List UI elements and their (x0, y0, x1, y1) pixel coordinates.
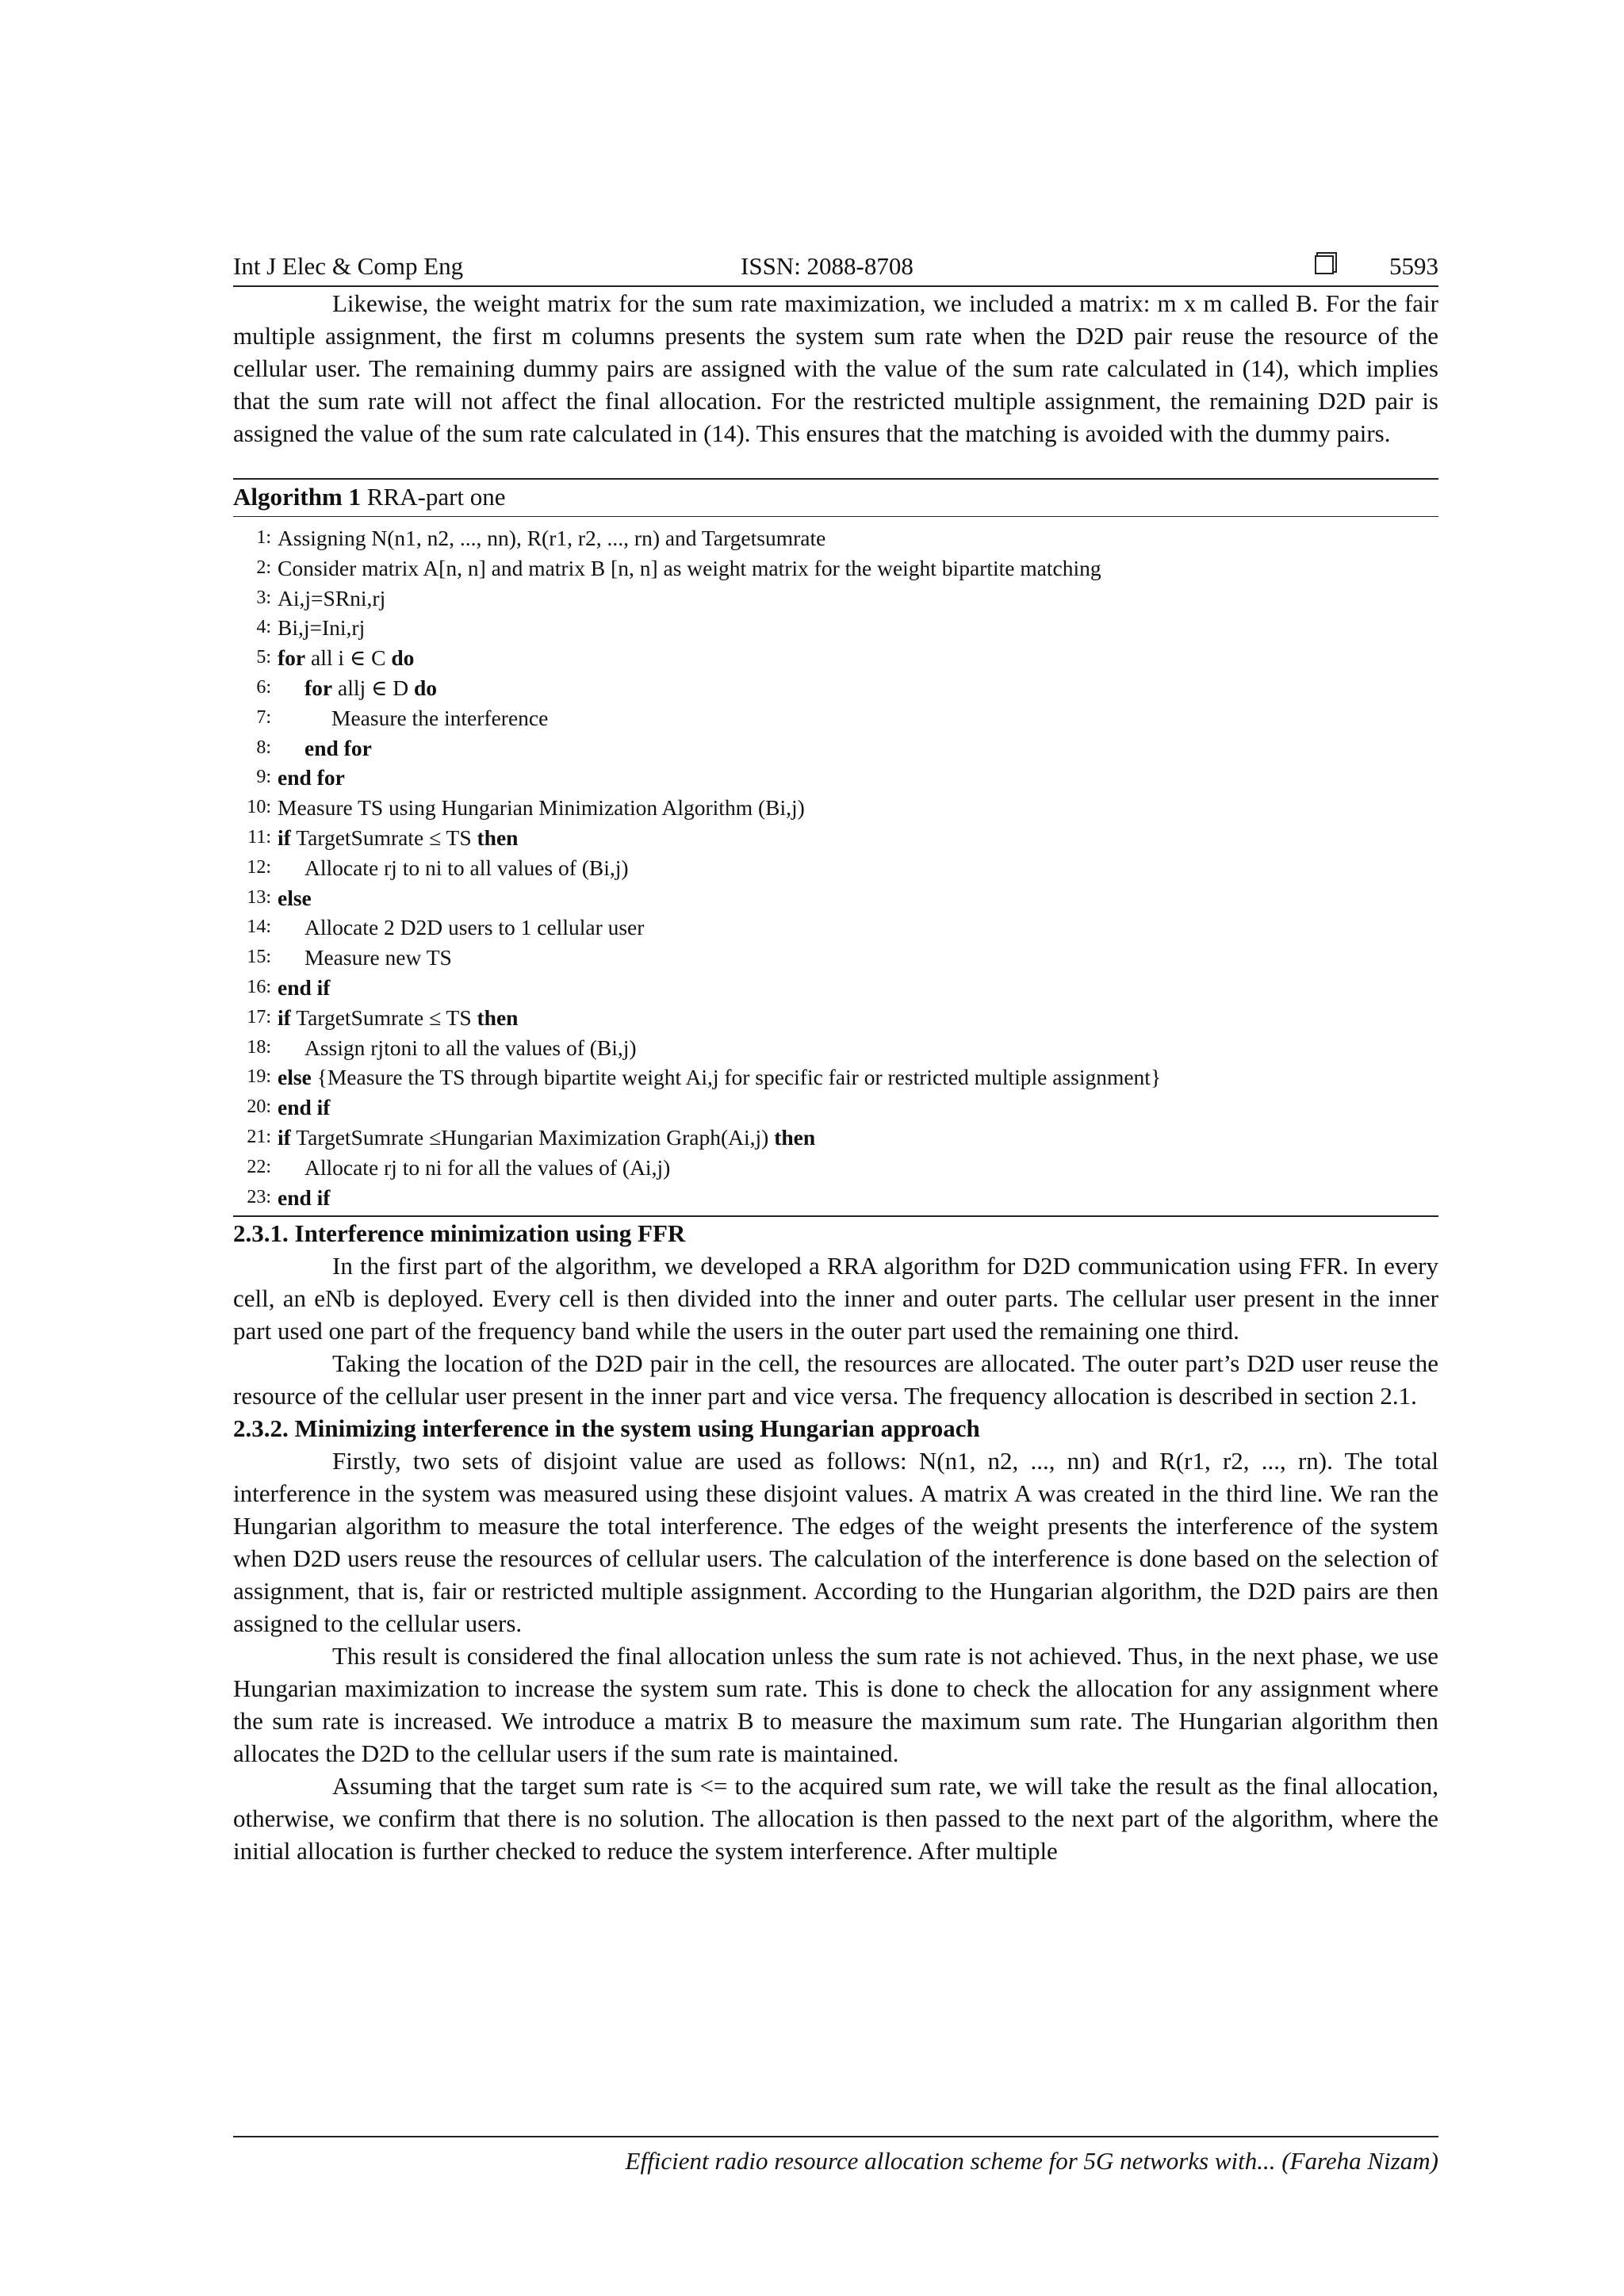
line-number: 14: (247, 916, 271, 938)
line-text: Ai,j=SRni,rj (278, 585, 386, 610)
running-footer: Efficient radio resource allocation scheme for 5G networks with... (Fareha Nizam) (233, 2136, 1438, 2175)
algorithm-title (233, 480, 1438, 517)
intro-paragraph: Likewise, the weight matrix for the sum rate maximization, we included a matrix: m x m called B. For the fair multiple assignment, the first m columns presents the system sum rate when the D2D pair reuse the resource of the cellular user. The remaining dummy pairs are assigned with the value of the sum rate calculated in (14), which implies that the sum rate will not affect the final allocation. For the restricted multiple assignment, the remaining D2D pair is assigned the value of the sum rate calculated in (14). This ensures that the matching is avoided with the dummy pairs. (233, 289, 1438, 447)
algorithm-box (233, 478, 1438, 1217)
line-number: 20: (247, 1096, 271, 1118)
line-text: TargetSumrate ≤ TS (296, 1004, 472, 1030)
keyword: then (774, 1124, 816, 1150)
line-text: all i ∈ C (311, 645, 386, 671)
algorithm-line (233, 703, 1438, 733)
algorithm-line (233, 673, 1438, 703)
line-number: 6: (256, 676, 271, 698)
algorithm-name: RRA-part one (366, 483, 506, 511)
algorithm-line (233, 733, 1438, 763)
line-number: 21: (247, 1126, 271, 1147)
algorithm-lines (233, 517, 1438, 1215)
section-232-paragraph: Firstly, two sets of disjoint value are used as follows: N(n1, n2, ..., nn) and R(r1, r2, ..., rn). The total interference in the system was measured using these disjoint values. A matrix A was created in the third line. We ran the Hungarian algorithm to measure the total interference. The edges of the weight presents the interference of the system when D2D users reuse the resources of cellular users. The calculation of the interference is done based on the selection of assignment, that is, fair or restricted multiple assignment. According to the Hungarian algorithm, the D2D pairs are then assigned to the cellular users. (233, 1447, 1438, 1638)
journal-name: Int J Elec & Comp Eng (233, 252, 464, 280)
section-231-paragraph: In the first part of the algorithm, we developed a RRA algorithm for D2D communication using FFR. In every cell, an eNb is deployed. Every cell is then divided into the inner and outer parts. The cellular user present in the inner part used one part of the frequency band while the users in the outer part used the remaining one third. (233, 1252, 1438, 1345)
algorithm-line (233, 973, 1438, 1003)
algorithm-line (233, 823, 1438, 853)
keyword: for (278, 645, 306, 671)
line-number: 19: (247, 1066, 271, 1088)
keyword: then (477, 1004, 519, 1030)
line-text: Measure new TS (304, 945, 452, 970)
algorithm-line (233, 584, 1438, 614)
line-number: 11: (247, 826, 271, 848)
algorithm-line (233, 643, 1438, 673)
line-number: 9: (256, 767, 271, 788)
keyword: end if (278, 1095, 331, 1120)
line-text: Measure TS using Hungarian Minimization Algorithm (Bi,j) (278, 795, 805, 821)
section-231-paragraph: Taking the location of the D2D pair in the cell, the resources are allocated. The outer part’s D2D user reuse the resource of the cellular user present in the inner part and vice versa. The frequency allocation is described in section 2.1. (233, 1349, 1438, 1410)
keyword: if (278, 1004, 291, 1030)
line-text: Consider matrix A[n, n] and matrix B [n, n] as weight matrix for the weight bipartite matching (278, 555, 1101, 580)
algorithm-line (233, 913, 1438, 943)
algorithm-line (233, 853, 1438, 883)
keyword: end for (304, 735, 372, 760)
line-number: 17: (247, 1006, 271, 1027)
line-number: 8: (256, 737, 271, 758)
line-text: Allocate 2 D2D users to 1 cellular user (304, 915, 645, 940)
line-number: 4: (256, 617, 271, 638)
line-text: Assigning N(n1, n2, ..., nn), R(r1, r2, ..., rn) and Targetsumrate (278, 526, 826, 550)
line-number: 3: (256, 587, 271, 608)
keyword: end if (278, 1184, 331, 1210)
line-number: 22: (247, 1156, 271, 1177)
line-number: 18: (247, 1036, 271, 1058)
algorithm-line (233, 1093, 1438, 1123)
page-number: 5593 (1389, 252, 1438, 280)
algorithm-line (233, 943, 1438, 973)
line-number: 10: (247, 797, 271, 818)
algorithm-line (233, 523, 1438, 553)
keyword: if (278, 1124, 291, 1150)
algorithm-line (233, 613, 1438, 643)
line-number: 7: (256, 706, 271, 728)
keyword: do (391, 645, 415, 671)
keyword: then (477, 825, 519, 850)
line-number: 15: (247, 947, 271, 968)
keyword: do (413, 675, 438, 700)
issn: ISSN: 2088-8708 (741, 252, 914, 280)
line-number: 1: (256, 527, 271, 548)
main-content (233, 252, 1438, 1867)
keyword: else (278, 885, 312, 910)
keyword: end if (278, 974, 331, 1000)
line-number: 23: (247, 1186, 271, 1207)
algorithm-line (233, 1123, 1438, 1153)
keyword: if (278, 825, 291, 850)
line-number: 13: (247, 886, 271, 908)
running-header (233, 252, 1438, 287)
line-text: Measure the interference (331, 705, 549, 730)
line-text: Bi,j=Ini,rj (278, 615, 366, 641)
keyword: for (304, 675, 333, 700)
line-text: TargetSumrate ≤ TS (296, 825, 472, 850)
line-text: Allocate rj to ni for all the values of (Ai,j) (304, 1154, 671, 1180)
line-text: {Measure the TS through bipartite weight Ai,j for specific fair or restricted multiple assignment} (316, 1065, 1162, 1090)
algorithm-line (233, 793, 1438, 823)
algorithm-line (233, 1183, 1438, 1213)
algorithm-line (233, 883, 1438, 913)
line-text: allj ∈ D (338, 675, 409, 700)
line-number: 5: (256, 647, 271, 668)
algorithm-label: Algorithm 1 (233, 483, 362, 511)
line-number: 12: (247, 856, 271, 878)
algorithm-line (233, 763, 1438, 793)
algorithm-line (233, 553, 1438, 584)
algorithm-line (233, 1033, 1438, 1063)
section-heading-2-3-1: 2.3.1. Interference minimization using FFR (233, 1219, 686, 1248)
section-232-paragraph: This result is considered the final allocation unless the sum rate is not achieved. Thus, in the next phase, we use Hungarian maximization to increase the system sum rate. This is done to check the allocation for any assignment where the sum rate is increased. We introduce a matrix B to measure the maximum sum rate. The Hungarian algorithm then allocates the D2D to the cellular users if the sum rate is maintained. (233, 1642, 1438, 1768)
line-text: Assign rjtoni to all the values of (Bi,j) (304, 1035, 637, 1060)
line-number: 2: (256, 557, 271, 578)
keyword: else (278, 1065, 312, 1090)
algorithm-line (233, 1062, 1438, 1093)
keyword: end for (278, 765, 345, 790)
line-number: 16: (247, 976, 271, 997)
section-232-paragraph: Assuming that the target sum rate is <= to the acquired sum rate, we will take the result as the final allocation, otherwise, we confirm that there is no solution. The allocation is then passed to the next part of the algorithm, where the initial allocation is further checked to reduce the system interference. After multiple (233, 1772, 1438, 1866)
algorithm-line (233, 1003, 1438, 1033)
section-heading-2-3-2: 2.3.2. Minimizing interference in the system using Hungarian approach (233, 1414, 980, 1443)
line-text: TargetSumrate ≤Hungarian Maximization Graph(Ai,j) (296, 1124, 769, 1150)
line-text: Allocate rj to ni to all values of (Bi,j) (304, 855, 629, 880)
algorithm-line (233, 1153, 1438, 1183)
box-icon (1315, 255, 1334, 274)
